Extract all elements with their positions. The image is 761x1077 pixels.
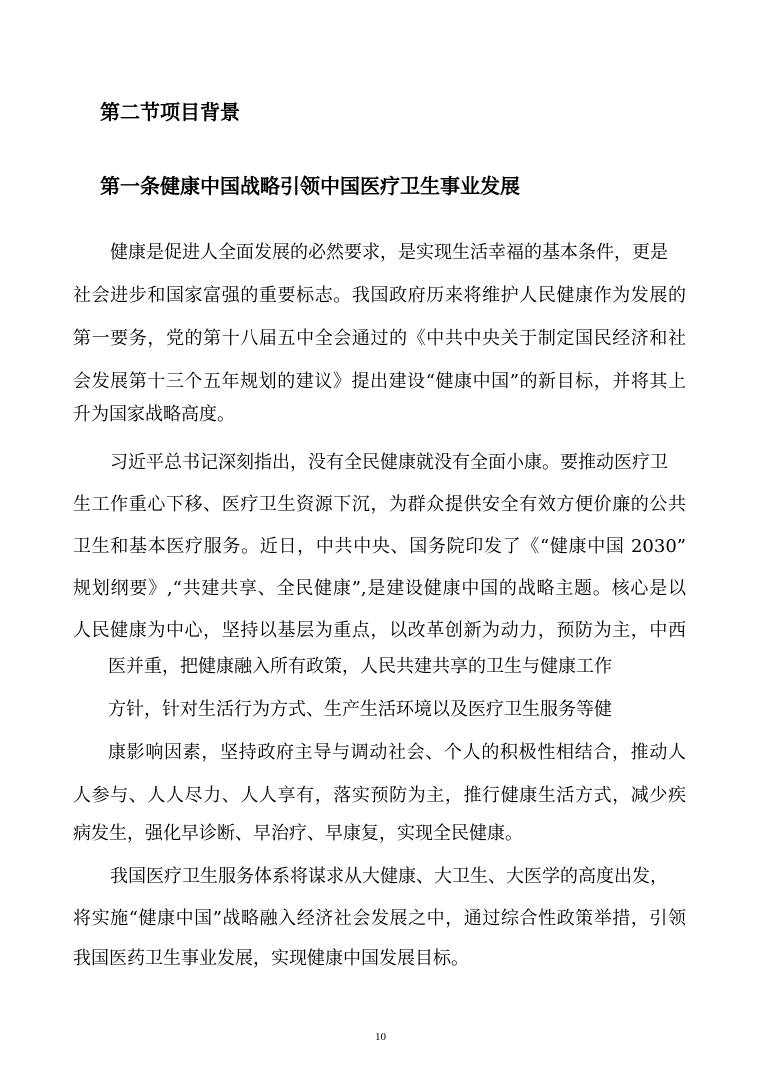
paragraph-line: 规划纲要》,“共建共享、全民健康”,是建设健康中国的战略主题。核心是以 (73, 578, 686, 599)
paragraph-line: 健康是促进人全面发展的必然要求，是实现生活幸福的基本条件，更是 (110, 242, 668, 263)
paragraph-line: 升为国家战略高度。 (73, 404, 235, 425)
paragraph-line: 人参与、人人尽力、人人享有，落实预防为主，推行健康生活方式，减少疾 (73, 785, 686, 806)
paragraph-line: 会发展第十三个五年规划的建议》提出建设“健康中国”的新目标，并将其上 (73, 371, 686, 392)
paragraph-line: 病发生，强化早诊断、早治疗、早康复，实现全民健康。 (73, 823, 523, 844)
article-title: 第一条健康中国战略引领中国医疗卫生事业发展 (100, 174, 520, 198)
paragraph-line: 人民健康为中心，坚持以基层为重点，以改革创新为动力，预防为主，中西 (73, 620, 686, 641)
paragraph-line: 第一要务，党的第十八届五中全会通过的《中共中央关于制定国民经济和社 (73, 328, 686, 349)
paragraph-line: 我国医药卫生事业发展，实现健康中国发展目标。 (73, 948, 469, 969)
paragraph-line: 习近平总书记深刻指出，没有全民健康就没有全面小康。要推动医疗卫 (110, 452, 668, 473)
paragraph-line: 医并重，把健康融入所有政策，人民共建共享的卫生与健康工作 (108, 656, 612, 677)
page-number: 10 (375, 1031, 386, 1043)
paragraph-line: 方针，针对生活行为方式、生产生活环境以及医疗卫生服务等健 (108, 699, 612, 720)
paragraph-line: 生工作重心下移、医疗卫生资源下沉，为群众提供安全有效方便价廉的公共 (73, 494, 686, 515)
paragraph-line: 卫生和基本医疗服务。近日，中共中央、国务院印发了《“健康中国 2030” (73, 536, 686, 557)
paragraph-line: 社会进步和国家富强的重要标志。我国政府历来将维护人民健康作为发展的 (73, 285, 686, 306)
paragraph-line: 我国医疗卫生服务体系将谋求从大健康、大卫生、大医学的高度出发， (110, 866, 668, 887)
paragraph-line: 将实施“健康中国”战略融入经济社会发展之中，通过综合性政策举措，引领 (73, 908, 686, 929)
section-title: 第二节项目背景 (100, 100, 240, 124)
paragraph-line: 康影响因素，坚持政府主导与调动社会、个人的积极性相结合，推动人 (108, 742, 686, 763)
